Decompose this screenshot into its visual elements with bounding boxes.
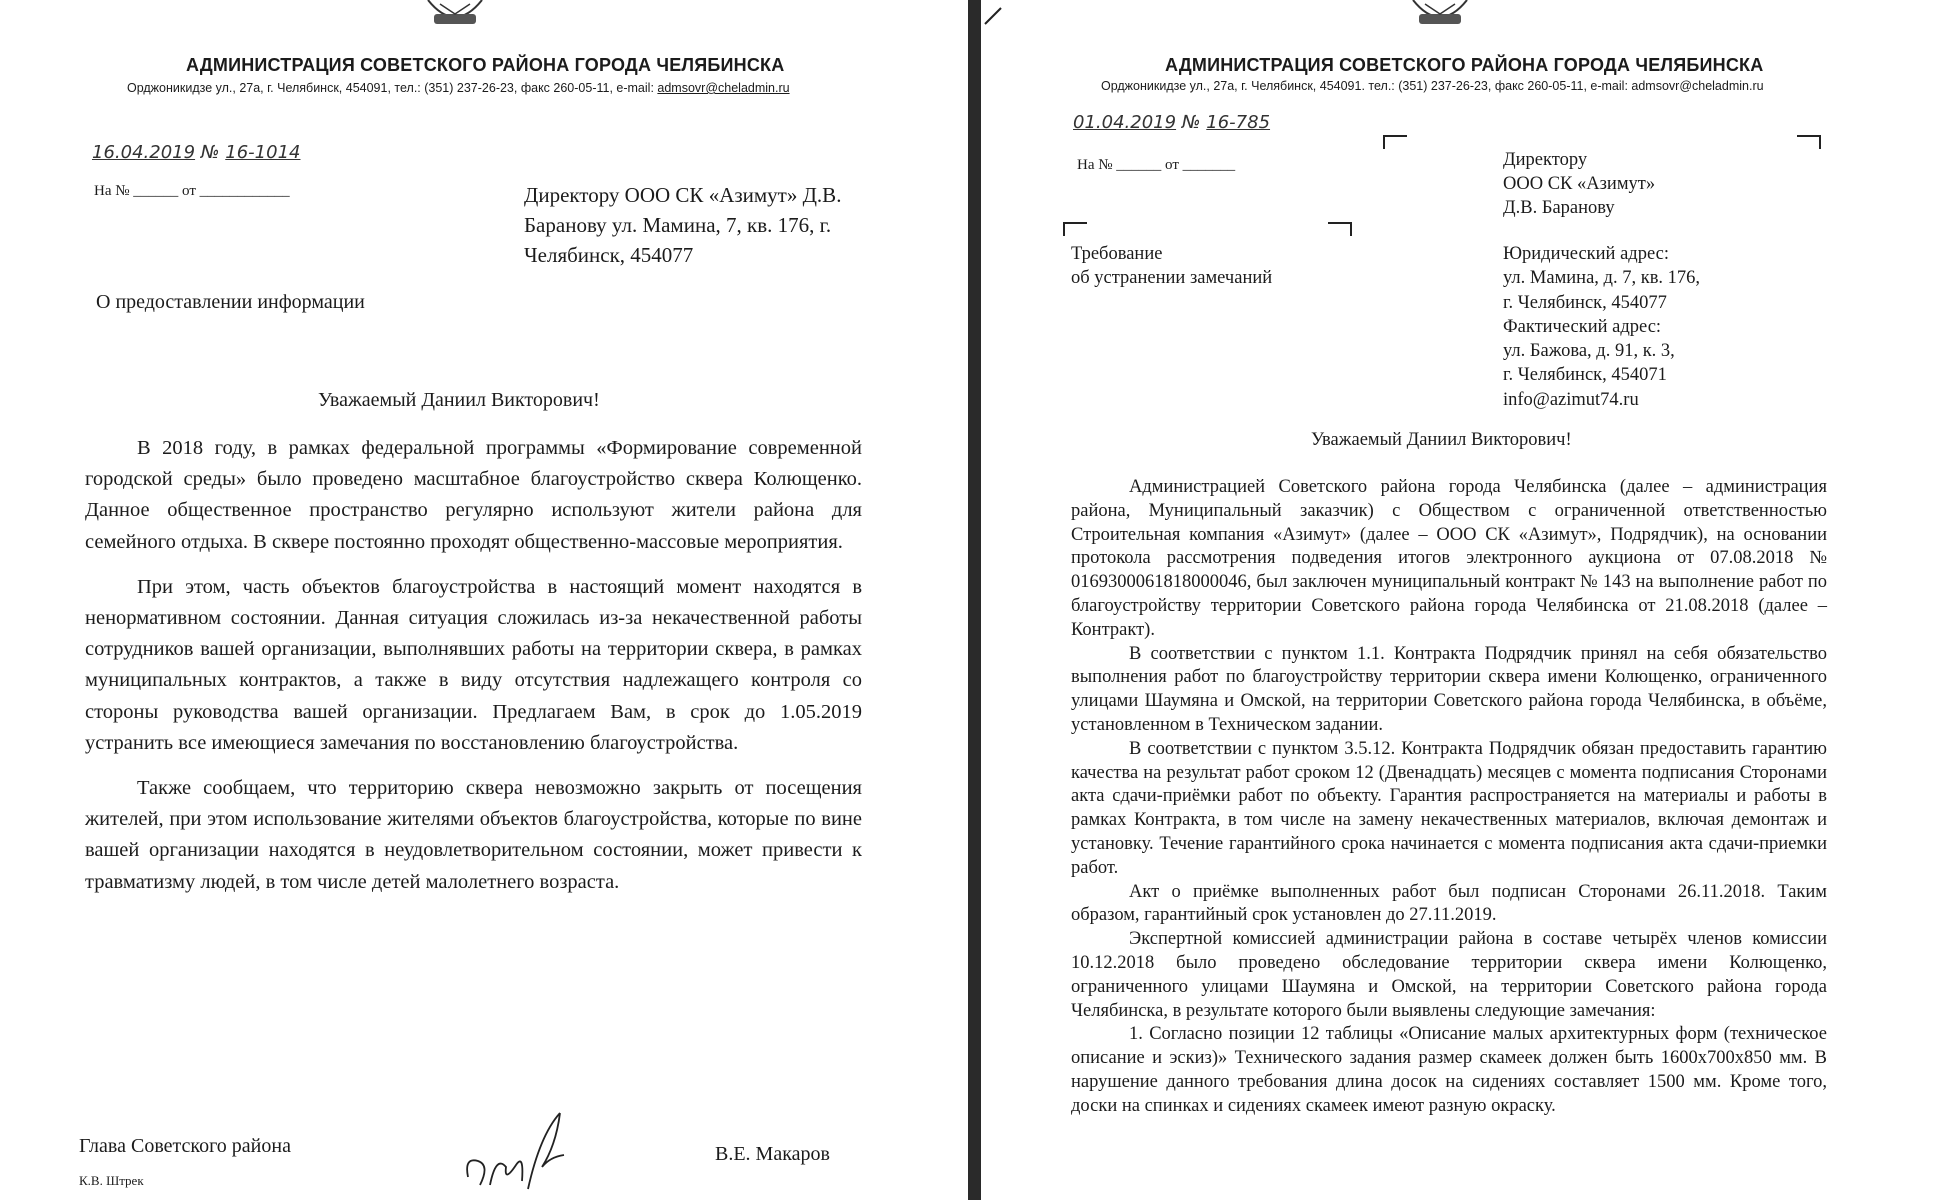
paragraph: Также сообщаем, что территорию сквера невозможно закрыть от посещения жителей, при этом использование жителями объектов благоустройства, которые по вине вашей организации находятся в неудовлетворительном состоянии, может привести к травматизму людей, в том числе детей малолетнего возраста. [85, 777, 862, 893]
addressee: Директору ООО СК «Азимут» Д.В. Баранову ул. Мамина, 7, кв. 176, г. Челябинск, 454077 [524, 183, 842, 267]
corner-mark [1328, 222, 1352, 236]
org-name: АДМИНИСТРАЦИЯ СОВЕТСКОГО РАЙОНА ГОРОДА ЧЕЛЯБИНСКА [1165, 55, 1764, 75]
paragraph: В соответствии с пунктом 1.1. Контракта Подрядчик принял на себя обязательство выполнения работ по благоустройству территории сквера имени Колющенко, ограниченного улицами Шаумяна и Омской, на территории Советского района города Челябинска, в объёме, установленном в Техническом задании. [1071, 643, 1827, 735]
email-line: info@azimut74.ru [1503, 389, 1639, 410]
paragraph: В 2018 году, в рамках федеральной программы «Формирование современной городской среды» было проведено масштабное благоустройство сквера Колющенко. Данное общественное пространство регулярно используют жители района для семейного отдыха. В сквере постоянно проходят общественно-массовые мероприятия. [85, 437, 862, 553]
salutation: Уважаемый Даниил Викторович! [1311, 430, 1572, 450]
address-line: г. Челябинск, 454077 [1503, 292, 1667, 313]
signatory-name: В.Е. Макаров [715, 1143, 830, 1165]
letter-body [1071, 476, 1827, 1119]
address-line: ул. Мамина, д. 7, кв. 176, [1503, 268, 1701, 289]
address-line: г. Челябинск, 454071 [1503, 365, 1667, 386]
letter-body [85, 433, 862, 898]
reg-number: 16-785 [1206, 112, 1271, 133]
corner-mark [1063, 222, 1087, 236]
address-line: ул. Бажова, д. 91, к. 3, [1503, 341, 1675, 362]
reference-line: На № ______ от ____________ [94, 183, 290, 199]
subject-line: об устранении замечаний [1071, 268, 1273, 288]
org-name: АДМИНИСТРАЦИЯ СОВЕТСКОГО РАЙОНА ГОРОДА ЧЕЛЯБИНСКА [186, 55, 785, 75]
paragraph: В соответствии с пунктом 3.5.12. Контракта Подрядчик обязан предоставить гарантию качества на результат работ сроком 12 (Двенадцать) месяцев с момента подписания Сторонами акта сдачи-приёмки работ по объекту. Гарантия распространяется на материалы и работы в рамках Контракта, в том числе на замену некачественных материалов, включая демонтаж и установку. Течение гарантийного срока начинается с момента подписания акта сдачи-приемки работ. [1071, 738, 1827, 878]
email-link: admsovr@cheladmin.ru [657, 81, 790, 95]
reg-no-label: № [1181, 112, 1201, 133]
paragraph: Экспертной комиссией администрации района в составе четырёх членов комиссии 10.12.2018 было проведено обследование территории сквера имени Колющенко, ограниченного улицами Шаумяна и Омской, на территории Советского района города Челябинска, в результате которого были выявлены следующие замечания: [1071, 929, 1827, 1021]
registration-line [1073, 112, 1270, 133]
org-contacts: Орджоникидзе ул., 27а, г. Челябинск, 454091. тел.: (351) 237-26-23, факс 260-05-11, e-mail: admsovr@cheladmin.ru [1101, 79, 1764, 93]
letter-left [0, 0, 968, 1200]
coat-of-arms-icon [1405, 0, 1475, 34]
address-line: Юридический адрес: [1503, 244, 1669, 264]
paragraph: Администрацией Советского района города Челябинска (далее – администрация района, Муниципальный заказчик) с Обществом с ограниченной ответственностью Строительная компания «Азимут» (далее – ООО СК «Азимут», Подрядчик), на основании протокола рассмотрения подведения итогов электронного аукциона от 07.08.2018 № 0169300061818000046, был заключен муниципальный контракт № 143 на выполнение работ по благоустройству территории Советского района города Челябинска от 21.08.2018 (далее – Контракт). [1071, 477, 1827, 640]
subject: О предоставлении информации [96, 291, 365, 313]
reference-line: На № ______ от _______ [1077, 157, 1236, 173]
paragraph: 1. Согласно позиции 12 таблицы «Описание малых архитектурных форм (техническое описание и эскиз)» Технического задания размер скамеек должен быть 1600х700х850 мм. В нарушение данного требования длина досок на сидениях составляет 1500 мм. Кроме того, доски на спинках и сидениях скамеек имеют разную окраску. [1071, 1024, 1827, 1116]
subject [1071, 242, 1272, 290]
registration-line [92, 142, 300, 163]
reg-number: 16-1014 [225, 142, 301, 163]
signature-icon [460, 1105, 610, 1195]
scan-mark-icon [983, 6, 1003, 26]
reg-date: 01.04.2019 [1073, 112, 1177, 133]
addressee-line: ООО СК «Азимут» [1503, 174, 1656, 194]
addressee-line: Директору [1503, 150, 1588, 170]
signatory-title: Глава Советского района [79, 1135, 291, 1157]
address-line: Фактический адрес: [1503, 316, 1662, 337]
addressee-addresses [1503, 242, 1700, 412]
addressee-line: Д.В. Баранову [1503, 198, 1615, 218]
contacts-text: Орджоникидзе ул., 27а, г. Челябинск, 454091, тел.: (351) 237-26-23, факс 260-05-11, e-mail: [127, 81, 658, 95]
org-contacts [127, 81, 790, 95]
subject-line: Требование [1071, 244, 1163, 264]
corner-mark [1383, 135, 1407, 149]
coat-of-arms-icon [420, 0, 490, 34]
paragraph: При этом, часть объектов благоустройства в настоящий момент находятся в ненормативном состоянии. Данная ситуация сложилась из-за некачественной работы сотрудников вашей организации, выполнявших работы на территории сквера, в рамках муниципальных контрактов, а также в виду отсутствия надлежащего контроля со стороны руководства вашей организации. Предлагаем Вам, в срок до 1.05.2019 устранить все имеющиеся замечания по восстановлению благоустройства. [85, 575, 862, 754]
corner-mark [1797, 135, 1821, 149]
reg-date: 16.04.2019 [92, 142, 196, 163]
reg-no-label: № [200, 142, 220, 163]
letter-right [981, 0, 1947, 1200]
paragraph: Акт о приёмке выполненных работ был подписан Сторонами 26.11.2018. Таким образом, гарантийный срок установлен до 27.11.2019. [1071, 881, 1827, 926]
addressee [1503, 148, 1655, 220]
executor: К.В. Штрек [79, 1173, 144, 1188]
salutation: Уважаемый Даниил Викторович! [318, 389, 600, 411]
